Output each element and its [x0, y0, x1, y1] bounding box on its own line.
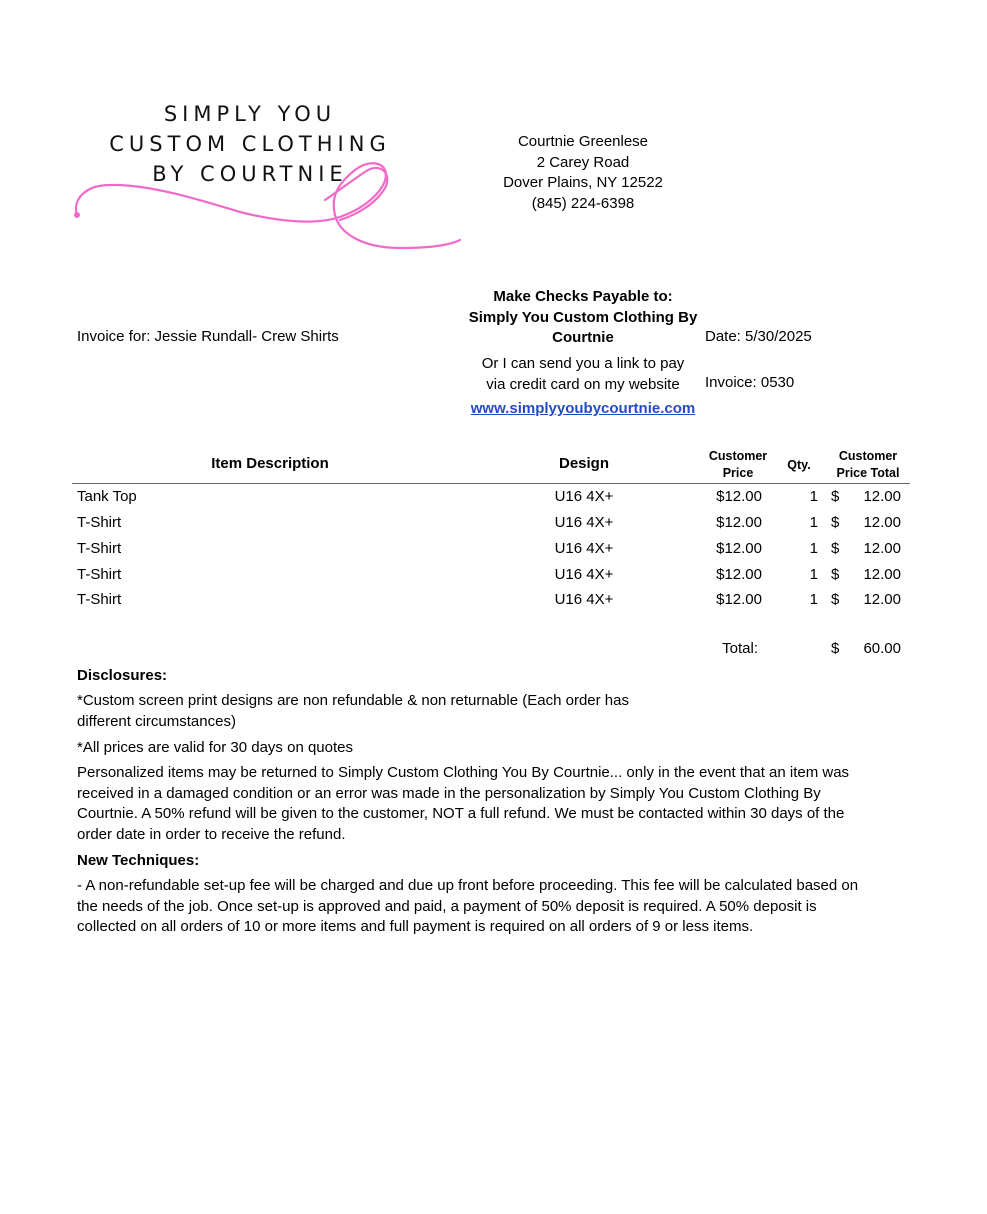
row-design: U16 4X+	[554, 540, 614, 557]
row-price: $12.00	[716, 514, 762, 531]
business-address	[493, 132, 673, 214]
returns-paragraph	[77, 763, 849, 845]
row-currency: $	[831, 540, 840, 557]
address-street: 2 Carey Road	[536, 153, 630, 171]
header-price-total	[828, 448, 908, 482]
total-value: 60.00	[863, 640, 901, 657]
techniques-line-2: the needs of the job. Once set-up is approved and paid, a payment of 50% deposit is required. A 50% deposit is	[77, 897, 817, 915]
logo-line-1: SIMPLY YOU	[163, 102, 337, 126]
techniques-paragraph	[77, 876, 858, 938]
header-design: Design	[558, 455, 609, 472]
row-total: 12.00	[863, 591, 901, 608]
returns-line-1: Personalized items may be returned to Simply Custom Clothing You By Courtnie... only in the event that an item was	[77, 764, 850, 781]
row-currency: $	[831, 566, 840, 583]
row-currency: $	[831, 488, 840, 505]
payable-line-1: Make Checks Payable to:	[493, 288, 673, 305]
header-total-line-1: Customer	[838, 449, 898, 463]
row-price: $12.00	[716, 488, 762, 505]
row-description: Tank Top	[77, 488, 137, 505]
website-link[interactable]: www.simplyyoubycourtnie.com	[470, 400, 696, 417]
row-design: U16 4X+	[554, 488, 614, 505]
row-design: U16 4X+	[554, 591, 614, 608]
website-wrap	[458, 400, 708, 417]
disclosures-heading: Disclosures:	[77, 667, 168, 684]
logo-line-3: BY COURTNIE	[152, 162, 348, 186]
row-qty: 1	[809, 540, 818, 557]
techniques-heading: New Techniques:	[77, 852, 200, 869]
disclosure-item-1-line-2: different circumstances)	[77, 712, 236, 730]
row-description: T-Shirt	[77, 591, 122, 608]
row-price: $12.00	[716, 591, 762, 608]
address-name: Courtnie Greenlese	[517, 133, 649, 150]
total-label: Total:	[722, 640, 758, 657]
payable-line-3: Courtnie	[552, 329, 614, 346]
header-total-line-2: Price Total	[836, 466, 900, 480]
header-customer-price	[700, 448, 776, 482]
row-qty: 1	[809, 514, 818, 531]
row-price: $12.00	[716, 540, 762, 557]
row-total: 12.00	[863, 514, 901, 531]
row-qty: 1	[809, 488, 818, 505]
row-total: 12.00	[863, 488, 901, 505]
row-description: T-Shirt	[77, 540, 122, 557]
disclosure-item-1	[77, 691, 629, 732]
invoice-number: Invoice: 0530	[705, 374, 795, 391]
row-currency: $	[831, 591, 840, 608]
row-total: 12.00	[863, 540, 901, 557]
header-qty: Qty.	[787, 458, 811, 472]
returns-line-2: received in a damaged condition or an error was made in the personalization by Simply You Custom Clothing By	[77, 784, 821, 802]
row-design: U16 4X+	[554, 514, 614, 531]
heart-swirl-icon	[70, 160, 465, 255]
payable-block	[458, 287, 708, 349]
disclosure-item-1-line-1: *Custom screen print designs are non refundable & non returnable (Each order has	[77, 692, 629, 709]
row-qty: 1	[809, 591, 818, 608]
row-description: T-Shirt	[77, 514, 122, 531]
row-qty: 1	[809, 566, 818, 583]
header-price-line-2: Price	[722, 466, 754, 480]
table-header-rule	[72, 483, 910, 484]
payment-alt-line-1: Or I can send you a link to pay	[481, 355, 685, 372]
row-total: 12.00	[863, 566, 901, 583]
logo-line-2: CUSTOM CLOTHING	[109, 132, 391, 156]
row-description: T-Shirt	[77, 566, 122, 583]
address-phone: (845) 224-6398	[531, 194, 635, 212]
row-price: $12.00	[716, 566, 762, 583]
returns-line-3: Courtnie. A 50% refund will be given to the customer, NOT a full refund. We must be contacted within 30 days of the	[77, 805, 845, 822]
payment-alternative	[458, 354, 708, 395]
address-city: Dover Plains, NY 12522	[503, 174, 663, 191]
header-price-line-1: Customer	[708, 449, 768, 463]
row-currency: $	[831, 514, 840, 531]
invoice-for: Invoice for: Jessie Rundall- Crew Shirts	[77, 328, 339, 345]
invoice-date: Date: 5/30/2025	[705, 328, 812, 345]
techniques-line-3: collected on all orders of 10 or more items and full payment is required on all orders of 9 or less items.	[77, 918, 754, 935]
returns-line-4: order date in order to receive the refund.	[77, 825, 346, 843]
header-item-description: Item Description	[211, 455, 329, 472]
techniques-line-1: - A non-refundable set-up fee will be charged and due up front before proceeding. This fee will be calculated based on	[77, 877, 859, 894]
payment-alt-line-2: via credit card on my website	[486, 375, 680, 393]
payable-line-2: Simply You Custom Clothing By	[468, 308, 698, 326]
row-design: U16 4X+	[554, 566, 614, 583]
total-currency: $	[831, 640, 840, 657]
disclosure-item-2: *All prices are valid for 30 days on quotes	[77, 739, 353, 756]
